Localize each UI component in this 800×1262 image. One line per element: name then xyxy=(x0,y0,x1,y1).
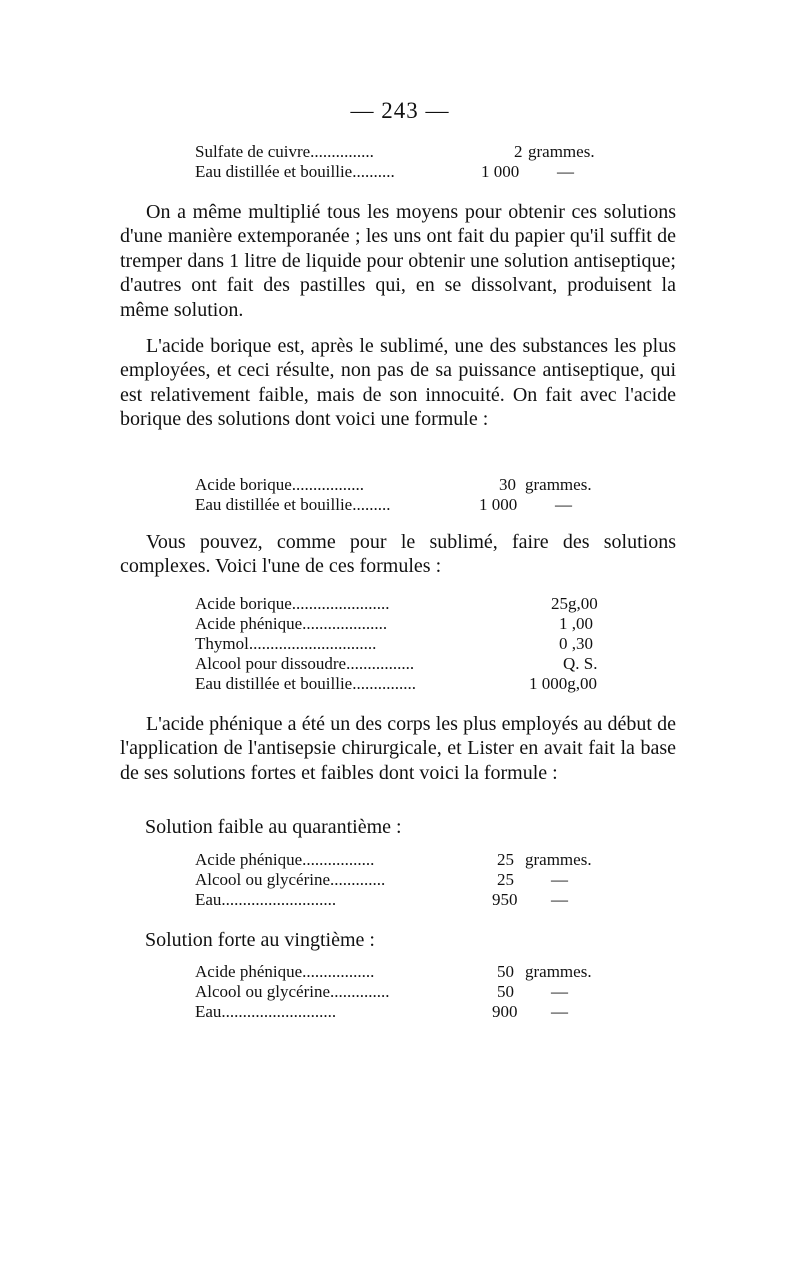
ingredient-quantity: 1 000g,00 xyxy=(529,674,597,693)
ingredient-name: Acide borique................. xyxy=(195,475,365,494)
ingredient-name: Eau distillée et bouillie............... xyxy=(195,674,416,693)
ingredient-quantity: 900 xyxy=(492,1002,518,1021)
ingredient-quantity: 0 ,30 xyxy=(559,634,593,653)
ingredient-quantity: 2 xyxy=(514,142,523,161)
ingredient-name: Eau distillée et bouillie.......... xyxy=(195,162,395,181)
formula-sulfate-cuivre xyxy=(195,142,615,182)
ingredient-quantity: 950 xyxy=(492,890,518,909)
ingredient-name: Sulfate de cuivre............... xyxy=(195,142,374,161)
ingredient-quantity: 50 xyxy=(497,982,514,1001)
paragraph-acide-borique: L'acide borique est, après le sublimé, une des substances les plus employées, et ceci résulte, non pas de sa puissance antiseptique, qui est relativement faible, mais de son innocuité. On fait avec l'acide borique des solutions dont voici une formule : xyxy=(120,335,676,431)
formula-row xyxy=(195,850,615,870)
ingredient-quantity: 1 000 xyxy=(481,162,520,181)
solution-forte-heading: Solution forte au vingtième : xyxy=(145,929,375,951)
ingredient-name: Alcool pour dissoudre................ xyxy=(195,654,415,673)
ingredient-name: Alcool ou glycérine............. xyxy=(195,870,386,889)
formula-row xyxy=(195,475,615,495)
formula-row xyxy=(195,142,615,162)
formula-row xyxy=(195,495,615,515)
formula-row xyxy=(195,1002,615,1022)
paragraph-acide-phenique: L'acide phénique a été un des corps les plus employés au début de l'application de l'antisepsie chirurgicale, et Lister en avait fait la base de ses solutions fortes et faibles dont voici la formule : xyxy=(120,713,676,784)
ingredient-name: Thymol.............................. xyxy=(195,634,377,653)
formula-solution-forte xyxy=(195,962,615,1022)
ingredient-unit: grammes. xyxy=(525,962,592,981)
formula-solution-faible xyxy=(195,850,615,910)
paragraph-solutions-complexes: Vous pouvez, comme pour le sublimé, faire des solutions complexes. Voici l'une de ces formules : xyxy=(120,531,676,578)
formula-complexe xyxy=(195,594,635,694)
ingredient-unit: — xyxy=(551,982,568,1001)
formula-row xyxy=(195,654,635,674)
ingredient-name: Acide phénique.................... xyxy=(195,614,388,633)
ingredient-quantity: 30 xyxy=(499,475,516,494)
formula-row xyxy=(195,162,615,182)
formula-row xyxy=(195,890,615,910)
ingredient-name: Alcool ou glycérine.............. xyxy=(195,982,390,1001)
ingredient-unit: — xyxy=(551,870,568,889)
ingredient-unit: — xyxy=(557,162,574,181)
ingredient-name: Acide borique....................... xyxy=(195,594,390,613)
ingredient-unit: — xyxy=(551,1002,568,1021)
formula-row xyxy=(195,634,635,654)
paragraph-extemporanee: On a même multiplié tous les moyens pour obtenir ces solutions d'une manière extemporanée ; les uns ont fait du papier qu'il suffit de tremper dans 1 litre de liquide pour obtenir une solution antiseptique; d'autres ont fait des pastilles qui, en se dissolvant, produisent la même solution. xyxy=(120,201,676,321)
formula-row xyxy=(195,674,635,694)
formula-row xyxy=(195,982,615,1002)
ingredient-quantity: 1 ,00 xyxy=(559,614,593,633)
ingredient-unit: grammes. xyxy=(525,475,592,494)
formula-row xyxy=(195,870,615,890)
ingredient-unit: — xyxy=(551,890,568,909)
ingredient-quantity: 1 000 xyxy=(479,495,518,514)
ingredient-name: Eau........................... xyxy=(195,890,337,909)
ingredient-unit: grammes. xyxy=(525,850,592,869)
ingredient-quantity: Q. S. xyxy=(563,654,598,673)
ingredient-quantity: 50 xyxy=(497,962,514,981)
formula-row xyxy=(195,614,635,634)
ingredient-unit: — xyxy=(555,495,572,514)
formula-row xyxy=(195,594,635,614)
solution-faible-heading: Solution faible au quarantième : xyxy=(145,816,402,838)
ingredient-unit: grammes. xyxy=(528,142,595,161)
formula-acide-borique xyxy=(195,475,615,515)
ingredient-quantity: 25 xyxy=(497,850,514,869)
formula-row xyxy=(195,962,615,982)
ingredient-name: Acide phénique................. xyxy=(195,962,375,981)
ingredient-quantity: 25g,00 xyxy=(551,594,598,613)
ingredient-name: Eau........................... xyxy=(195,1002,337,1021)
ingredient-name: Acide phénique................. xyxy=(195,850,375,869)
ingredient-name: Eau distillée et bouillie......... xyxy=(195,495,391,514)
ingredient-quantity: 25 xyxy=(497,870,514,889)
page-number: — 243 — xyxy=(350,98,450,123)
